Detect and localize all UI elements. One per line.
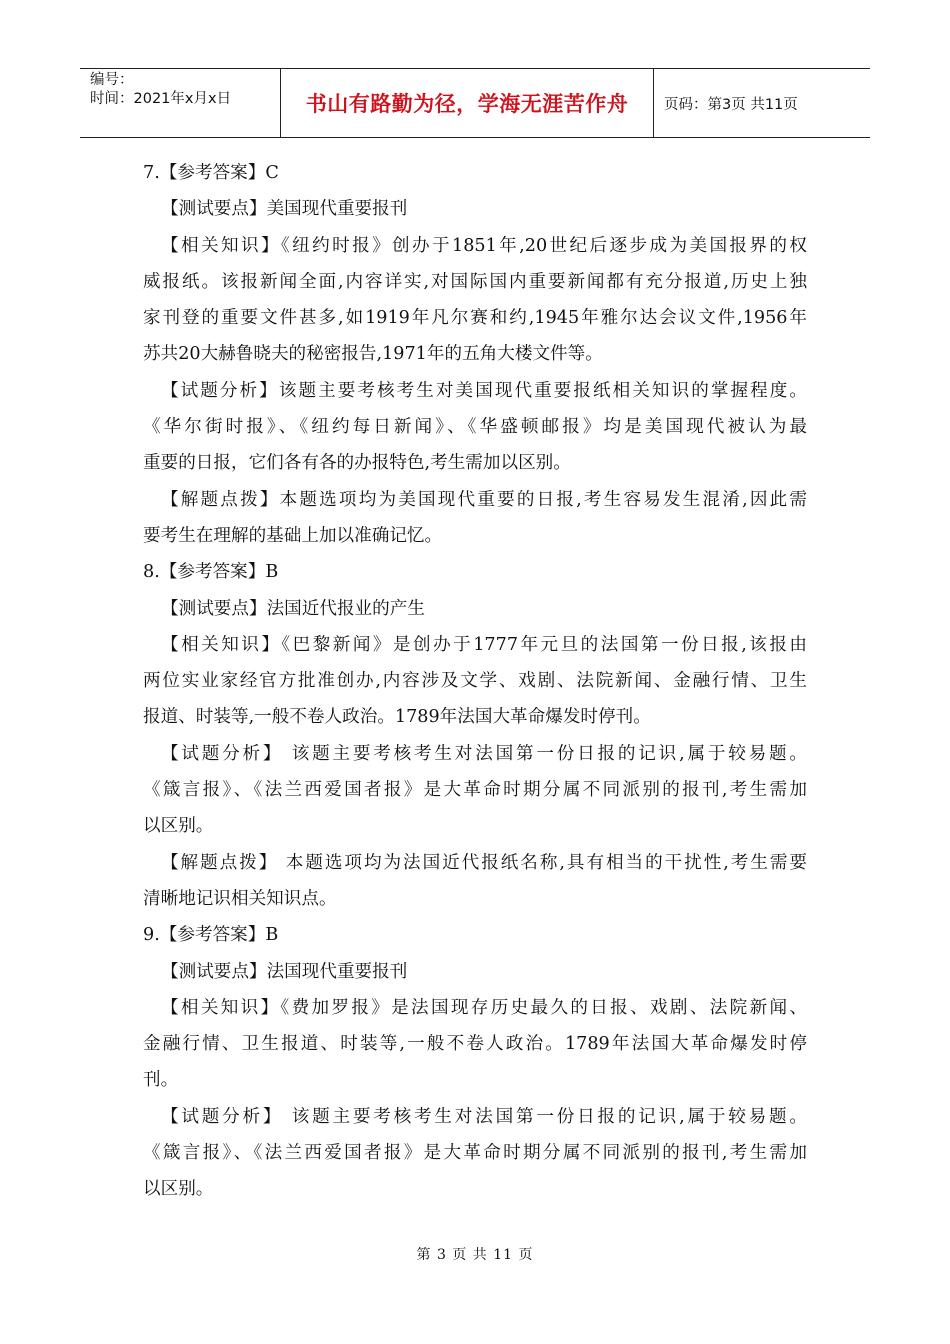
page-header [80, 68, 870, 138]
hint-line: 清晰地记识相关知识点。 [143, 888, 337, 909]
hint-line: 要考生在理解的基础上加以准确记忆。 [143, 525, 443, 546]
analysis-line: 《华尔街时报》、《纽约每日新闻》、《华盛顿邮报》均是美国现代被认为最 [143, 417, 807, 438]
header-meta [80, 69, 281, 137]
analysis-line: 以区别。 [143, 1179, 214, 1200]
test-point-line: 【测试要点】法国现代重要报刊 [161, 961, 408, 982]
code-label: 编号： [90, 72, 134, 88]
knowledge-line: 威报纸。该报新闻全面,内容详实,对国际国内重要新闻都有充分报道,历史上独 [143, 271, 807, 292]
knowledge-line: 两位实业家经官方批准创办,内容涉及文学、戏剧、法院新闻、金融行情、卫生 [143, 671, 807, 692]
analysis-line: 以区别。 [143, 816, 214, 837]
analysis-line: 《箴言报》、《法兰西爱国者报》是大革命时期分属不同派别的报刊,考生需加 [143, 1143, 807, 1164]
analysis-line: 《箴言报》、《法兰西爱国者报》是大革命时期分属不同派别的报刊,考生需加 [143, 780, 807, 801]
analysis-line: 【试题分析】 该题主要考核考生对法国第一份日报的记识,属于较易题。 [161, 1106, 807, 1127]
analysis-line: 【试题分析】 该题主要考核考生对法国第一份日报的记识,属于较易题。 [161, 743, 807, 764]
knowledge-line: 刊。 [143, 1070, 179, 1091]
analysis-line: 【试题分析】该题主要考核考生对美国现代重要报纸相关知识的掌握程度。 [161, 380, 807, 401]
knowledge-line: 苏共20大赫鲁晓夫的秘密报告,1971年的五角大楼文件等。 [143, 344, 603, 365]
knowledge-line: 报道、时装等,一般不卷人政治。1789年法国大革命爆发时停刊。 [143, 707, 651, 728]
header-page-label: 页码：第3页 共11页 [664, 96, 798, 113]
knowledge-line: 【相关知识】《巴黎新闻》是创办于1777年元旦的法国第一份日报,该报由 [161, 634, 807, 655]
knowledge-line: 金融行情、卫生报道、时装等,一般不卷人政治。1789年法国大革命爆发时停 [143, 1034, 807, 1055]
test-point-line: 【测试要点】美国现代重要报刊 [161, 199, 408, 220]
analysis-line: 重要的日报，它们各有各的办报特色,考生需加以区别。 [143, 453, 571, 474]
knowledge-line: 【相关知识】《费加罗报》是法国现存历史最久的日报、戏剧、法院新闻、 [161, 997, 807, 1018]
test-point-line: 【测试要点】法国近代报业的产生 [161, 598, 425, 619]
document-body [143, 155, 807, 1208]
header-motto: 书山有路勤为径，学海无涯苦作舟 [281, 69, 654, 137]
hint-line: 【解题点拨】 本题选项均为法国近代报纸名称,具有相当的干扰性,考生需要 [161, 852, 807, 873]
answer-line: 9.【参考答案】B [143, 925, 279, 946]
knowledge-line: 【相关知识】《纽约时报》创办于1851年,20世纪后逐步成为美国报界的权 [161, 235, 807, 256]
page-footer: 第 3 页 共 11 页 [416, 1247, 534, 1263]
answer-line: 8.【参考答案】B [143, 562, 279, 583]
answer-line: 7.【参考答案】C [143, 163, 279, 183]
date-label: 时间：2021年x月x日 [90, 91, 232, 107]
hint-line: 【解题点拨】本题选项均为美国现代重要的日报,考生容易发生混淆,因此需 [161, 489, 807, 510]
knowledge-line: 家刊登的重要文件甚多,如1919年凡尔赛和约,1945年雅尔达会议文件,1956年 [143, 308, 807, 329]
